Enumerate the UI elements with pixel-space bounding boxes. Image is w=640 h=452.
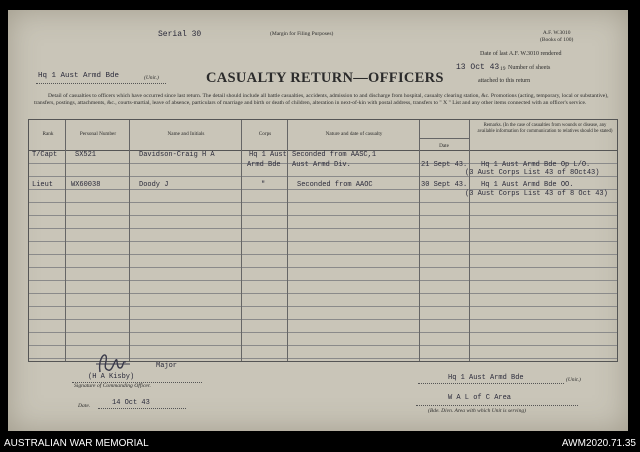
row-line	[29, 306, 617, 307]
row-line	[29, 241, 617, 242]
unit-bottom-line	[418, 383, 564, 384]
column-divider	[287, 120, 288, 361]
casualty-return-form	[8, 10, 628, 431]
row2-rank: Lieut	[32, 181, 54, 189]
signatory-rank: Major	[156, 362, 178, 370]
row1-number: SX521	[75, 151, 97, 159]
row2-date: 30 Sept 43.	[421, 181, 468, 189]
margin-note: (Margin for Filing Purposes)	[270, 31, 334, 37]
row2-remarks-2: (3 Aust Corps List 43 of 8 Oct 43)	[465, 190, 608, 198]
serial-number: Serial 30	[158, 30, 202, 39]
area-value: W A L of C Area	[448, 394, 512, 402]
row2-remarks-1: Hq 1 Aust Armd Bde OO.	[481, 181, 574, 189]
row-line	[29, 254, 617, 255]
header-rank: Rank	[42, 131, 54, 137]
unit-bottom-value: Hq 1 Aust Armd Bde	[448, 374, 524, 382]
attached-label: attached to this return	[478, 78, 531, 84]
row2-nature: Seconded from AAOC	[297, 181, 373, 189]
signature-date-label: Date.	[78, 403, 91, 409]
signature-date-line	[98, 408, 186, 409]
form-code	[540, 30, 573, 44]
date-rendered-label: Date of last A.F. W.3010 rendered	[480, 51, 562, 57]
row1-date: 21 Sept 43.	[421, 161, 468, 169]
row-line	[29, 215, 617, 216]
row1-corps-2: Armd Bde	[247, 161, 281, 169]
area-label: (Bde. Divn. Area with which Unit is serving)	[428, 408, 526, 414]
row2-corps: "	[261, 181, 266, 189]
column-divider	[129, 120, 130, 361]
column-divider	[241, 120, 242, 361]
date-subheader-line	[419, 138, 469, 139]
row1-name: Davidson-Craig H A	[139, 151, 215, 159]
row2-name: Doody J	[139, 181, 169, 189]
header-name: Name and Initials	[167, 131, 205, 137]
header-corps: Corps	[258, 131, 272, 137]
row1-nature-2: Aust Armd Div.	[292, 161, 351, 169]
row-line	[29, 345, 617, 346]
footer-catalogue-id: AWM2020.71.35	[561, 438, 636, 449]
signature-date-value: 14 Oct 43	[112, 399, 150, 407]
footer-institution: AUSTRALIAN WAR MEMORIAL	[4, 438, 149, 449]
unit-top-label: (Unit.)	[144, 75, 159, 81]
row-line	[29, 293, 617, 294]
casualty-table	[28, 119, 618, 362]
unit-top-value: Hq 1 Aust Armd Bde	[38, 72, 120, 80]
signatory-name: (H A Kisby)	[88, 373, 135, 381]
row2-number: WX60038	[71, 181, 101, 189]
row-line	[29, 280, 617, 281]
number-of-sheets-label: Number of sheets	[508, 65, 551, 71]
unit-bottom-label: (Unit.)	[566, 377, 581, 383]
row1-remarks-1: Hq 1 Aust Armd Bde Op L/O.	[481, 161, 591, 169]
row1-nature-1: Seconded from AASC,1	[292, 151, 377, 159]
header-remarks: Remarks. (In the case of casualties from wounds or disease, any available information for communication to relatives should be stated)	[477, 123, 613, 134]
row1-remarks-2: (3 Aust Corps List 43 of 8Oct43)	[465, 169, 600, 177]
column-divider	[419, 120, 420, 361]
unit-top-line	[36, 83, 166, 84]
header-nature: Nature and date of casualty	[325, 131, 383, 137]
date-rendered-19: 19	[500, 66, 506, 72]
row-line	[29, 228, 617, 229]
form-instructions: Detail of casualties to officers which have occurred since last return. The detail should include all battle casualties, accidents, admission to and discharge from hospital, casualty clearing station, &c. Promotions (acting, temporary, local or substantive), transfers, postings, attachments, &c., courts-martial, leave of absence, particulars of marriage and birth or death of children, alteration in next-of-kin with postal address, transfers to " X " List and any other items connected with an officer's service.	[34, 93, 609, 106]
header-personal-number: Personal Number	[79, 131, 117, 137]
row1-corps-1: Hq 1 Aust	[249, 151, 287, 159]
date-rendered-value: 13 Oct 43	[456, 63, 500, 72]
signature-label: Signature of Commanding Officer.	[74, 383, 151, 389]
row-line	[29, 332, 617, 333]
row-line	[29, 319, 617, 320]
form-code-books: (Books of 100)	[540, 37, 574, 43]
form-code-number: A.F. W.3010	[542, 30, 571, 36]
form-title: CASUALTY RETURN—OFFICERS	[206, 70, 444, 86]
column-divider	[469, 120, 470, 361]
row-line	[29, 267, 617, 268]
area-line	[416, 405, 578, 406]
row-line	[29, 202, 617, 203]
row1-rank: T/Capt	[32, 151, 58, 159]
column-divider	[65, 120, 66, 361]
header-date: Date	[439, 143, 449, 149]
